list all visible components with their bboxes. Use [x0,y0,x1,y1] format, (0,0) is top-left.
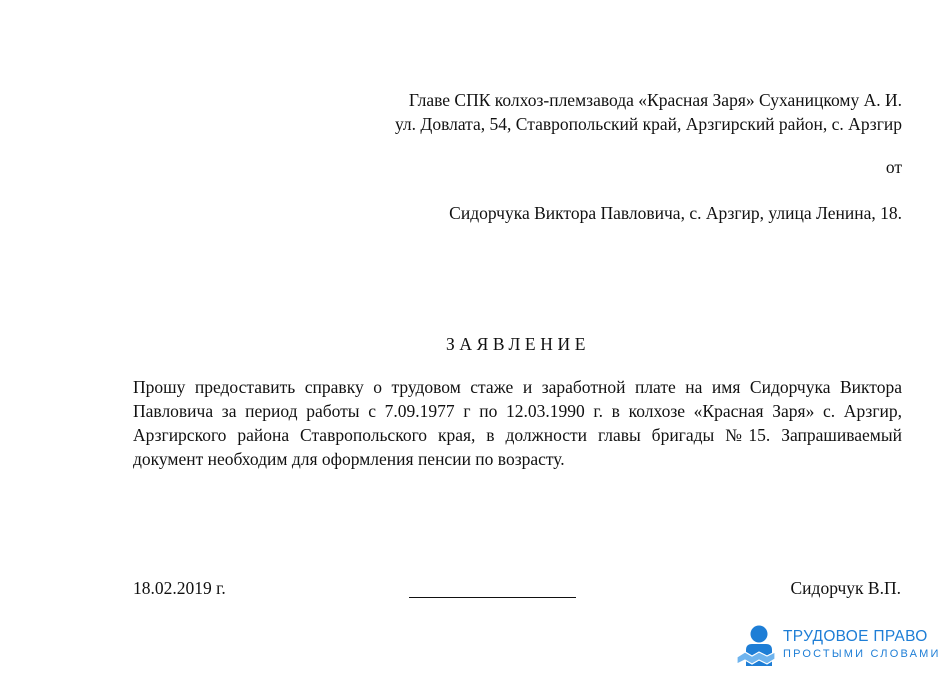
person-handshake-icon [735,624,777,668]
brand-logo [735,624,940,670]
document-date: 18.02.2019 г. [133,578,226,598]
addressee-line-2: ул. Довлата, 54, Ставропольский край, Арзгирский район, с. Арзгир [394,114,902,134]
logo-title: ТРУДОВОЕ ПРАВО [783,628,928,645]
signature-name: Сидорчук В.П. [790,578,901,598]
statement-body: Прошу предоставить справку о трудовом стаже и заработной плате на имя Сидорчука Виктора Павловича за период работы с 7.09.1977 г по 12.03.1990 г. в колхозе «Красная Заря» с. Арзгир, Арзгирского района Ставропольского края, в должности главы бригады №15. Запрашиваемый документ необходим для оформления пенсии по возрасту. [133,377,902,469]
addressee-line-1: Главе СПК колхоз-племзавода «Красная Заря» Суханицкому А. И. [408,90,902,110]
signature-line [409,597,576,598]
document-title: ЗАЯВЛЕНИЕ [445,334,590,354]
from-word: от [885,157,902,177]
sender-line: Сидорчука Виктора Павловича, с. Арзгир, улица Ленина, 18. [449,203,902,223]
logo-subtitle: ПРОСТЫМИ СЛОВАМИ [783,648,941,660]
